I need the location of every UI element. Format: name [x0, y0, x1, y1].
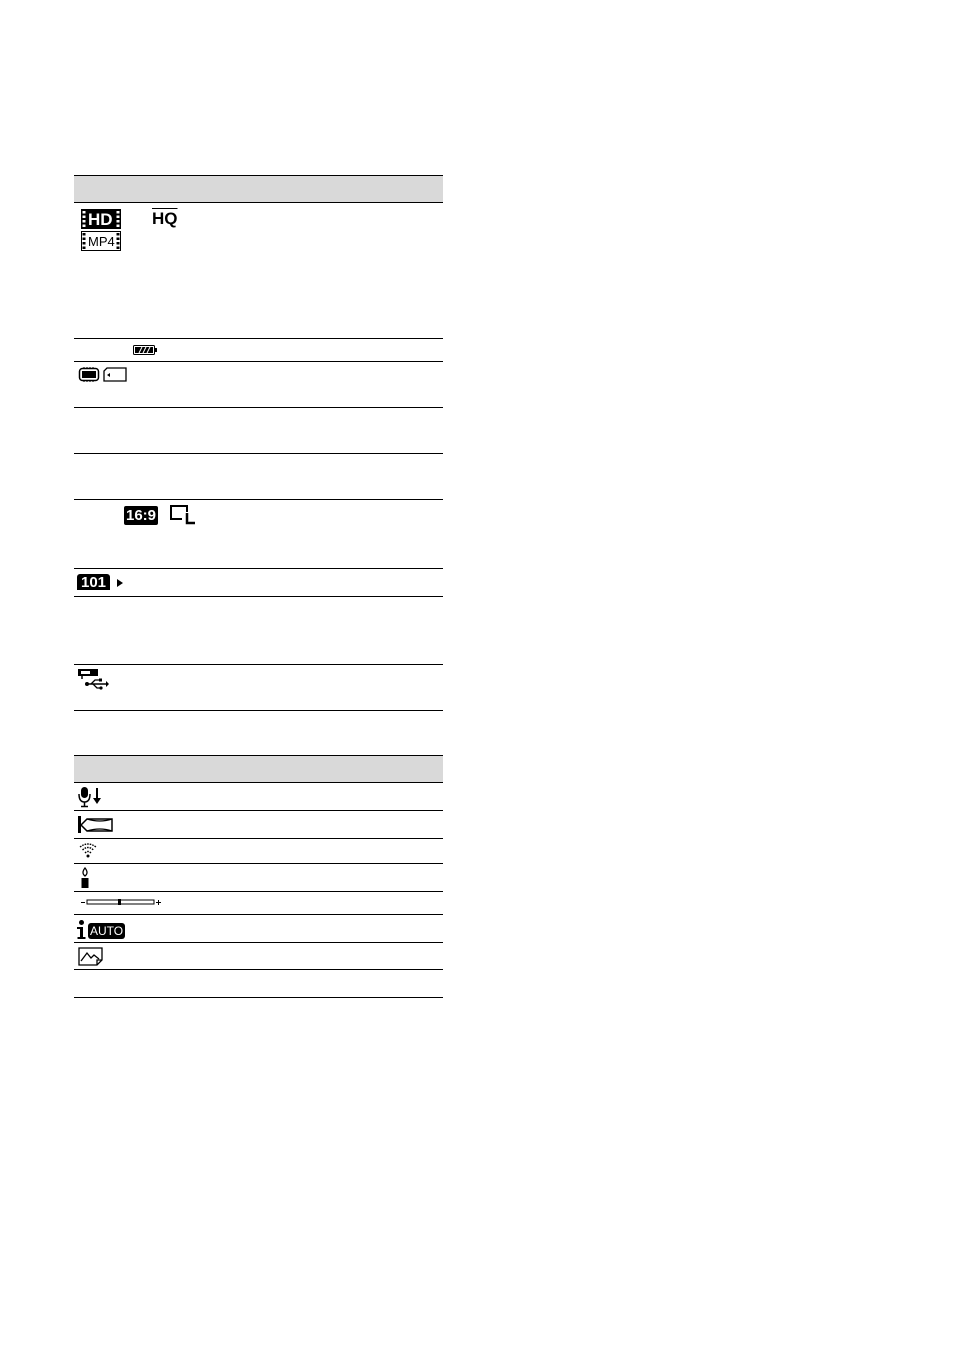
row-blank-5 — [74, 970, 443, 998]
folder-number: 101 — [77, 574, 110, 590]
memory-card-icon — [103, 367, 127, 382]
row-usb-connection — [74, 665, 443, 711]
image-size-large-icon — [169, 505, 197, 525]
film-mp4-icon — [81, 231, 121, 251]
row-image-size — [74, 500, 443, 569]
mic-level-icon — [78, 786, 104, 808]
auto-badge: AUTO — [90, 924, 124, 938]
row-mic-level — [74, 783, 443, 811]
row-picture-effect — [74, 943, 443, 970]
aspect-16-9-icon — [124, 506, 158, 525]
indicator-table-1 — [74, 175, 443, 757]
row-wireless — [74, 839, 443, 864]
mp4-badge-text: MP4 — [88, 234, 115, 249]
wireless-icon — [79, 842, 97, 858]
table-1-header — [74, 175, 443, 203]
picture-effect-icon — [78, 947, 104, 967]
table-2-header — [74, 755, 443, 783]
row-recording-media — [74, 362, 443, 408]
folder-101-icon — [77, 574, 125, 590]
hq-label: $\overline{HQ}$ — [152, 209, 178, 228]
intelligent-auto-icon — [77, 920, 125, 939]
row-blank-2 — [74, 454, 443, 500]
wide-conversion-icon — [78, 815, 114, 835]
row-battery — [74, 339, 443, 362]
battery-icon — [133, 345, 157, 355]
aspect-badge: 16:9 — [126, 507, 157, 524]
row-recording-format — [74, 203, 443, 339]
row-blank-1 — [74, 408, 443, 454]
usb-connection-icon — [78, 669, 110, 691]
quality-hq-icon — [152, 210, 178, 229]
row-wide-conversion — [74, 811, 443, 839]
low-light-icon — [79, 867, 91, 889]
row-level-meter — [74, 892, 443, 915]
row-folder — [74, 569, 443, 597]
row-blank-3 — [74, 597, 443, 665]
row-intelligent-auto — [74, 915, 443, 943]
row-low-light — [74, 864, 443, 892]
hd-badge-text: HD — [88, 210, 113, 229]
indicator-table-2 — [74, 755, 443, 998]
row-blank-4 — [74, 711, 443, 757]
level-meter-icon — [80, 897, 162, 907]
internal-memory-icon — [78, 367, 100, 382]
film-hd-icon — [81, 209, 121, 229]
